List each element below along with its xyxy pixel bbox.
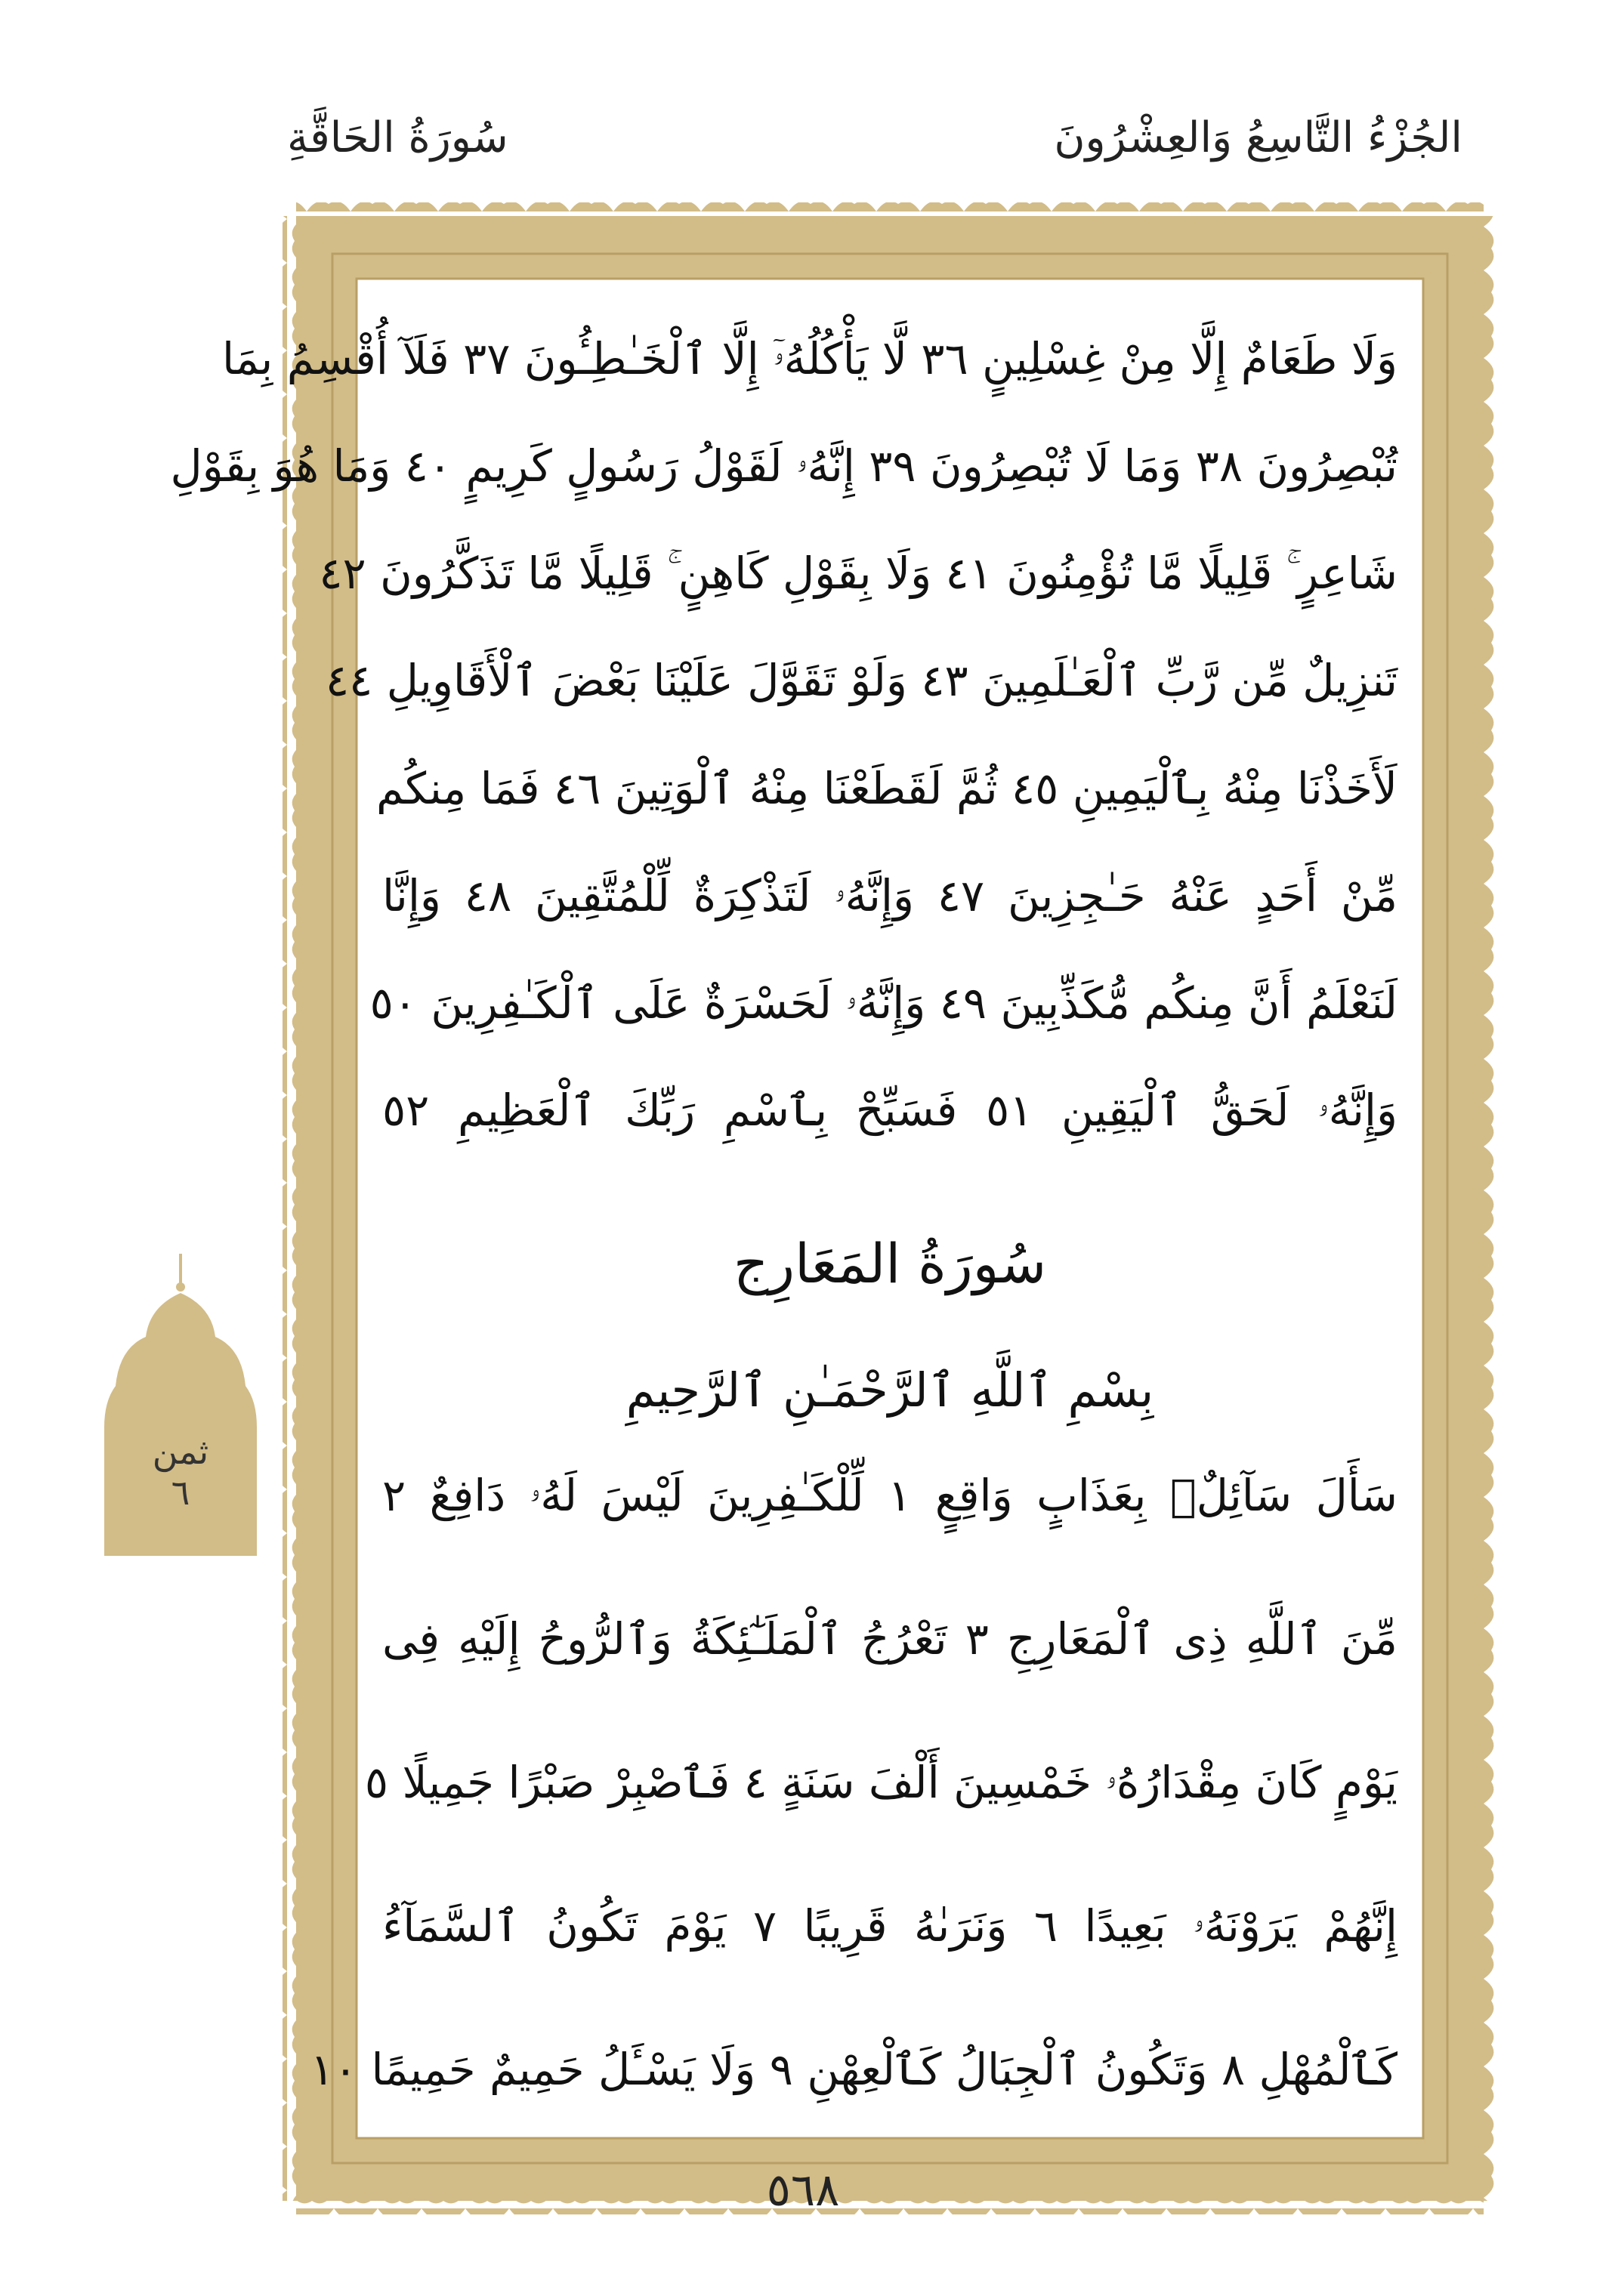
- verse-line: تَنزِيلٌ مِّن رَّبِّ ٱلْعَـٰلَمِينَ ٤٣ وَلَوْ تَقَوَّلَ عَلَيْنَا بَعْضَ ٱلْأَقَاوِيلِ ٤٤: [326, 655, 1398, 707]
- verse-line: سَأَلَ سَآئِلٌۢ بِعَذَابٍ وَاقِعٍ ١ لِّلْكَـٰفِرِينَ لَيْسَ لَهُۥ دَافِعٌ ٢: [382, 1470, 1398, 1521]
- verse-line: كَٱلْمُهْلِ ٨ وَتَكُونُ ٱلْجِبَالُ كَٱلْعِهْنِ ٩ وَلَا يَسْـَٔلُ حَمِيمٌ حَمِيمًا ١٠: [310, 2044, 1398, 2095]
- verse-line: إِنَّهُمْ يَرَوْنَهُۥ بَعِيدًا ٦ وَنَرَىٰهُ قَرِيبًا ٧ يَوْمَ تَكُونُ ٱلسَّمَآءُ: [382, 1900, 1398, 1952]
- surah-name: سُورَةُ المَعَارِج: [733, 1231, 1047, 1295]
- hizb-marker-label: [104, 1431, 257, 1513]
- surah-header-band: [361, 1197, 1419, 1329]
- surah-title-header: سُورَةُ الحَاقَّةِ: [287, 113, 508, 162]
- verse-line: وَإِنَّهُۥ لَحَقُّ ٱلْيَقِينِ ٥١ فَسَبِّحْ بِٱسْمِ رَبِّكَ ٱلْعَظِيمِ ٥٢: [382, 1084, 1398, 1136]
- verses-block-bottom: [310, 1450, 1419, 2115]
- basmala: بِسْمِ ٱللَّهِ ٱلرَّحْمَـٰنِ ٱلرَّحِيمِ: [625, 1362, 1154, 1418]
- verse-line: لَنَعْلَمُ أَنَّ مِنكُم مُّكَذِّبِينَ ٤٩ وَإِنَّهُۥ لَحَسْرَةٌ عَلَى ٱلْكَـٰفِرِينَ ٥٠: [369, 977, 1398, 1029]
- verse-line: يَوْمٍ كَانَ مِقْدَارُهُۥ خَمْسِينَ أَلْفَ سَنَةٍ ٤ فَٱصْبِرْ صَبْرًا جَمِيلًا ٥: [364, 1757, 1398, 1808]
- page-number: ٥٦٨: [766, 2164, 840, 2217]
- hizb-marker-word: ثمن: [152, 1431, 209, 1472]
- juz-title-header: الجُزْءُ التَّاسِعُ وَالعِشْرُونَ: [1054, 113, 1462, 162]
- verse-line: مِّنْ أَحَدٍ عَنْهُ حَـٰجِزِينَ ٤٧ وَإِنَّهُۥ لَتَذْكِرَةٌ لِّلْمُتَّقِينَ ٤٨ وَإِنَّا: [382, 869, 1398, 921]
- hizb-marker-number: ٦: [171, 1472, 190, 1513]
- verse-line: مِّنَ ٱللَّهِ ذِى ٱلْمَعَارِجِ ٣ تَعْرُجُ ٱلْمَلَـٰٓئِكَةُ وَٱلرُّوحُ إِلَيْهِ فِى: [382, 1613, 1398, 1665]
- verse-line: تُبْصِرُونَ ٣٨ وَمَا لَا تُبْصِرُونَ ٣٩ إِنَّهُۥ لَقَوْلُ رَسُولٍ كَرِيمٍ ٤٠ وَمَا هُوَ بِقَوْلِ: [170, 440, 1398, 492]
- verse-line: شَاعِرٍ ۚ قَلِيلًا مَّا تُؤْمِنُونَ ٤١ وَلَا بِقَوْلِ كَاهِنٍ ۚ قَلِيلًا مَّا تَذَكَّرُونَ ٤٢: [319, 548, 1398, 600]
- verse-line: لَأَخَذْنَا مِنْهُ بِٱلْيَمِينِ ٤٥ ثُمَّ لَقَطَعْنَا مِنْهُ ٱلْوَتِينَ ٤٦ فَمَا مِنكُم: [375, 762, 1398, 814]
- verses-block-top: [170, 283, 1419, 1178]
- verse-line: وَلَا طَعَامٌ إِلَّا مِنْ غِسْلِينٍ ٣٦ لَّا يَأْكُلُهُۥٓ إِلَّا ٱلْخَـٰطِـُٔونَ ٣٧ فَلَآ أُقْسِمُ بِمَا: [221, 333, 1398, 384]
